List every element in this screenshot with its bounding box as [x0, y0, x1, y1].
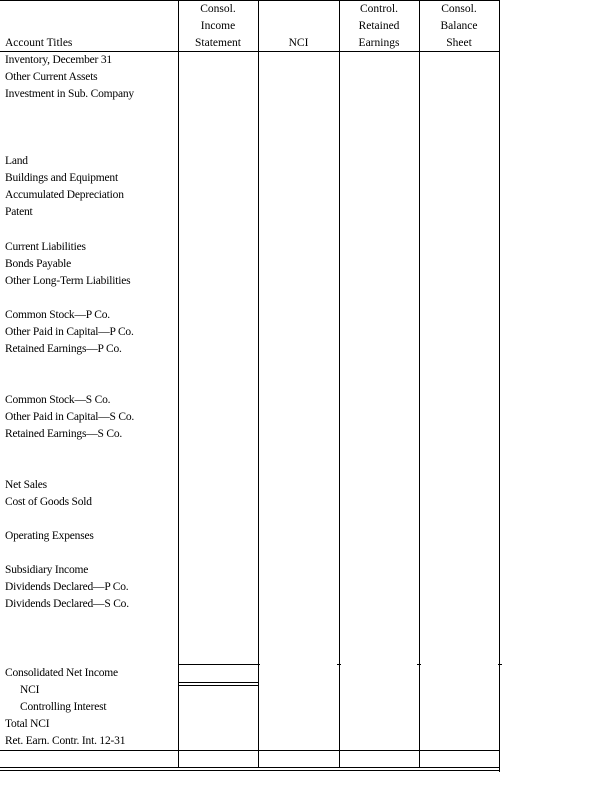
row-label: Retained Earnings—P Co. — [5, 343, 122, 355]
col-divider-5 — [499, 0, 500, 772]
row-label: Consolidated Net Income — [5, 667, 118, 679]
row-label: Land — [5, 155, 28, 167]
row-label: Common Stock—S Co. — [5, 394, 111, 406]
bottom-double-rule-2 — [0, 770, 500, 771]
col-divider-4 — [419, 0, 420, 768]
row-label: Accumulated Depreciation — [5, 189, 124, 201]
row-label: Inventory, December 31 — [5, 54, 112, 66]
row-label: NCI — [20, 684, 40, 696]
header-bs-line1: Consol. — [441, 3, 477, 15]
header-income-line1: Consol. — [200, 3, 236, 15]
row-label: Total NCI — [5, 718, 50, 730]
header-income-line2: Income — [200, 20, 236, 32]
row-label: Buildings and Equipment — [5, 172, 118, 184]
header-nci: NCI — [288, 37, 309, 49]
row-label: Retained Earnings—S Co. — [5, 428, 123, 440]
row-label: Other Paid in Capital—P Co. — [5, 326, 134, 338]
row-label: Other Long-Term Liabilities — [5, 275, 131, 287]
row-label: Cost of Goods Sold — [5, 496, 92, 508]
income-subtotal-rule — [178, 664, 260, 665]
row-label: Controlling Interest — [20, 701, 107, 713]
row-label: Net Sales — [5, 479, 47, 491]
row-label: Bonds Payable — [5, 258, 72, 270]
col-divider-2 — [258, 0, 259, 768]
col-divider-1 — [178, 0, 179, 768]
row-label: Dividends Declared—S Co. — [5, 598, 129, 610]
header-account-titles: Account Titles — [5, 37, 73, 49]
row-label: Operating Expenses — [5, 530, 94, 542]
row-label: Other Paid in Capital—S Co. — [5, 411, 135, 423]
header-re-line2: Retained — [358, 20, 400, 32]
col-divider-3 — [339, 0, 340, 768]
income-double-rule-1 — [178, 682, 258, 683]
row-label: Patent — [5, 206, 33, 218]
header-re-line1: Control. — [359, 3, 398, 15]
row-label: Ret. Earn. Contr. Int. 12-31 — [5, 735, 126, 747]
bottom-double-rule-1 — [0, 767, 500, 768]
header-bs-line2: Balance — [440, 20, 478, 32]
header-re-line3: Earnings — [358, 37, 400, 49]
row-label: Common Stock—P Co. — [5, 309, 110, 321]
row-label: Subsidiary Income — [5, 564, 89, 576]
income-double-rule-2 — [178, 685, 258, 686]
row-label: Current Liabilities — [5, 241, 86, 253]
header-bs-line3: Sheet — [446, 37, 472, 49]
row-label: Other Current Assets — [5, 71, 98, 83]
row-label: Investment in Sub. Company — [5, 88, 134, 100]
last-row-rule — [0, 750, 500, 751]
header-income-line3: Statement — [195, 37, 241, 49]
row-label: Dividends Declared—P Co. — [5, 581, 129, 593]
